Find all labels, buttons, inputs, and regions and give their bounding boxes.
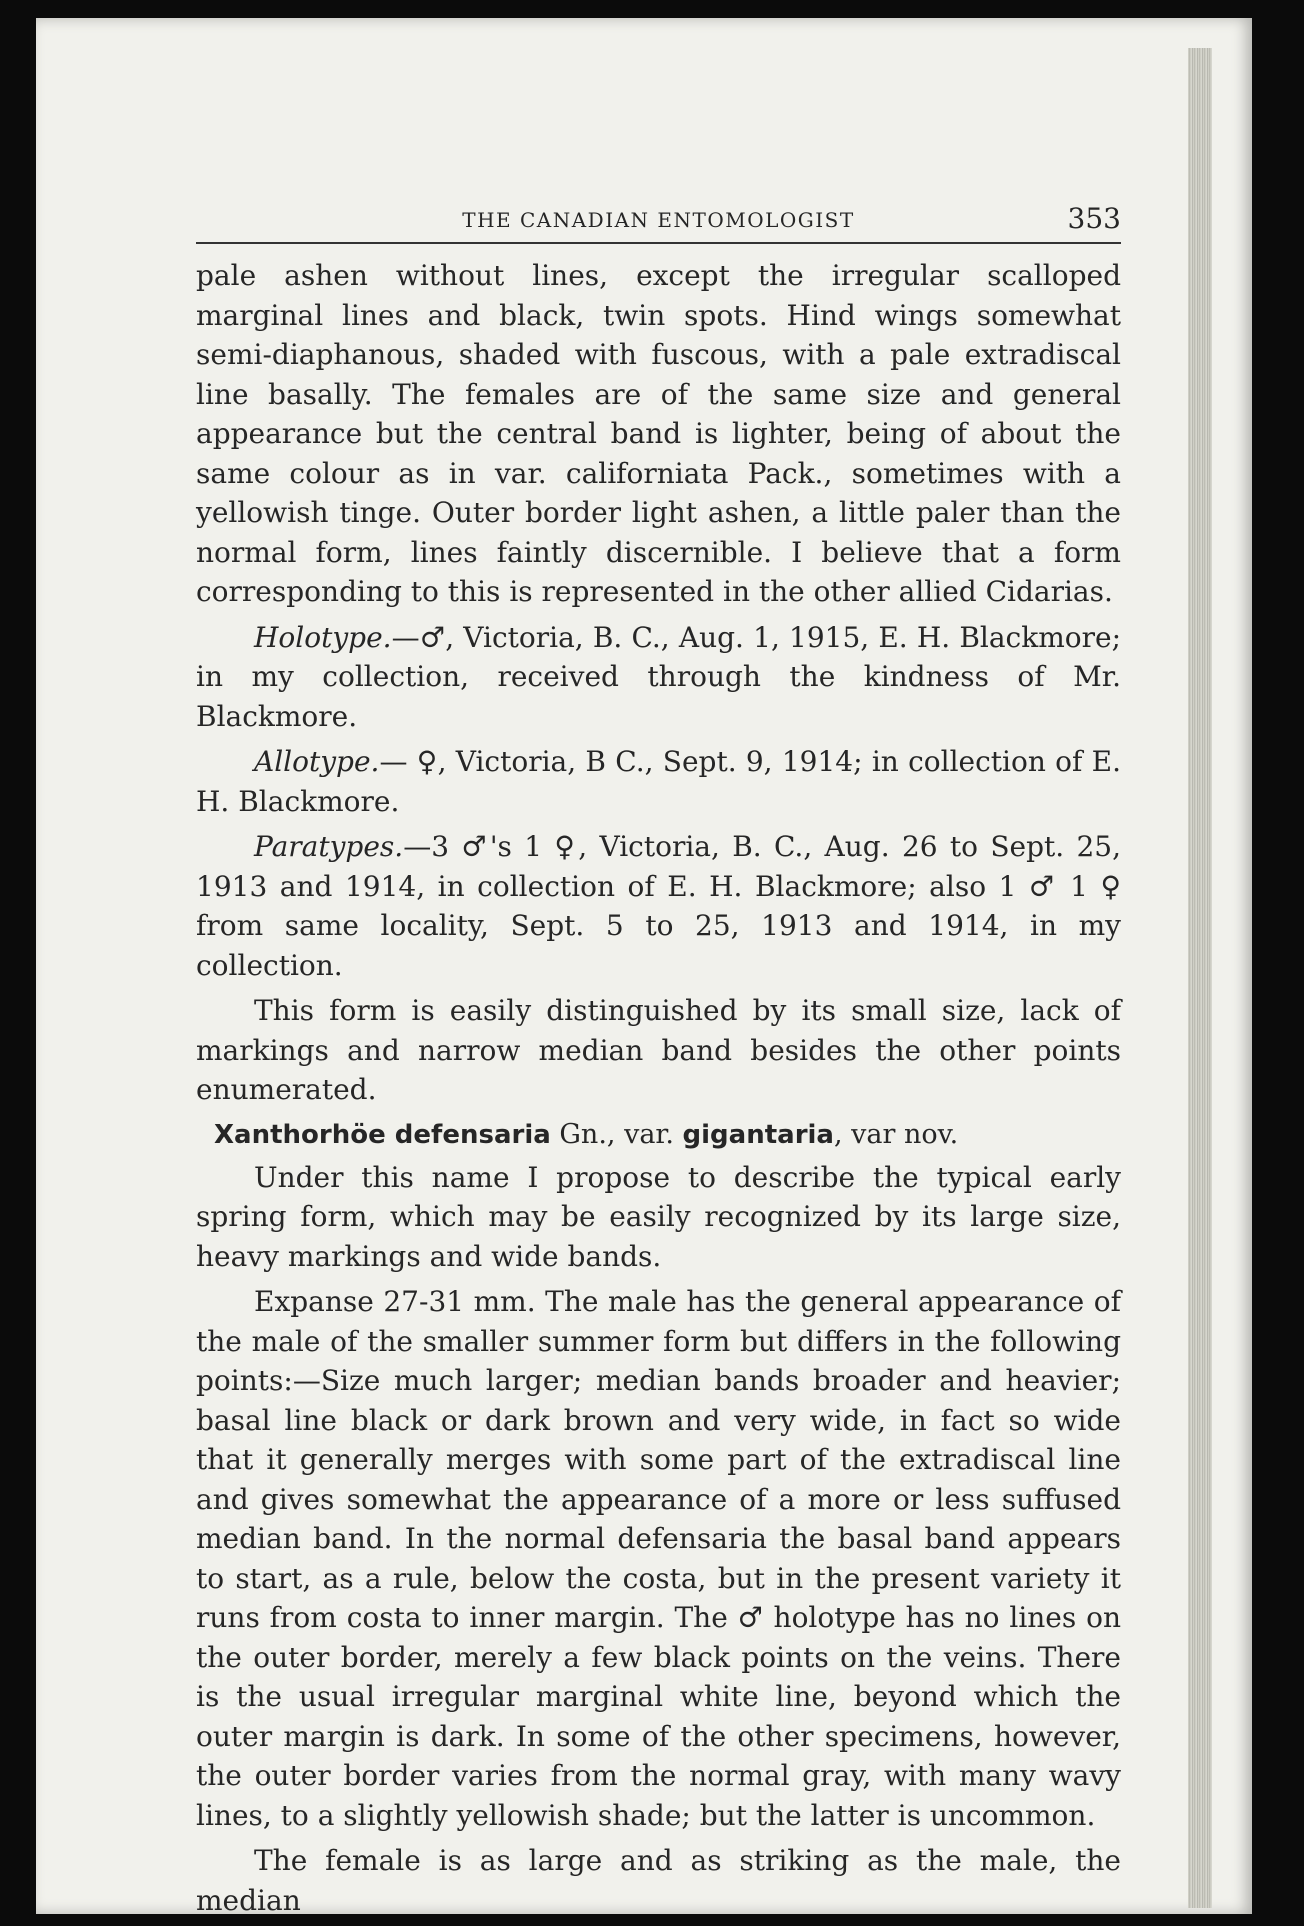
paragraph-expanse: Expanse 27-31 mm. The male has the general appearance of the male of the smaller summer form but differs in the following points:—Size much larger; median bands broader and heavier; basal line black or dark brown and very wide, in fact so wide that it generally merges with some part of the extradiscal line and gives somewhat the appearance of a more or less suffused median band. In the normal defensaria the basal band appears to start, as a rule, below the costa, but in the present variety it runs from costa to inner margin. The ♂ holotype has no lines on the outer border, merely a few black points on the veins. There is the usual irregular marginal white line, beyond which the outer margin is dark. In some of the other specimens, however, the outer border varies from the normal gray, with many wavy lines, to a slightly yellowish shade; but the latter is uncommon. [196,1285,1121,1832]
holotype-label: Holotype. [254,620,392,654]
paragraph-proposal: Under this name I propose to describe the typical early spring form, which may be easily recognized by its large size, heavy markings and wide bands. [196,1160,1121,1273]
running-head [196,198,1121,244]
page-content [196,198,1121,1926]
paratypes-label: Paratypes. [254,830,404,863]
page-stack-edge [1188,48,1212,1908]
allotype-text: — ♀, Victoria, B C., Sept. 9, 1914; in collection of E. H. Blackmore. [196,745,1121,818]
variety-nov: , var nov. [833,1118,959,1150]
running-title: THE CANADIAN ENTOMOLOGIST [462,208,855,232]
paragraph-description: pale ashen without lines, except the irregular scalloped marginal lines and black, twin spots. Hind wings somewhat semi-diaphanous, shaded with fuscous, with a pale extradiscal line basally. The females are of the same size and general appearance but the central band is lighter, being of about the same colour as in var. californiata Pack., sometimes with a yellowish tinge. Outer border light ashen, a little paler than the normal form, lines faintly discernible. I believe that a form corresponding to this is represented in the other allied Cidarias. [196,259,1121,608]
paratypes-text: —3 ♂'s 1 ♀, Victoria, B. C., Aug. 26 to Sept. 25, 1913 and 1914, in collection of E. H. Blackmore; also 1 ♂ 1 ♀ from same locality, Sept. 5 to 25, 1913 and 1914, in my collection. [196,830,1121,982]
paragraph-female: The female is as large and as striking as the male, the median [196,1844,1121,1917]
variety-name: gigantaria [682,1119,834,1150]
paragraph-paratypes [196,827,1121,985]
paragraph-allotype [196,742,1121,821]
page-number: 353 [1067,202,1121,235]
body-text [196,256,1121,1920]
paragraph-distinguished: This form is easily distinguished by its small size, lack of markings and narrow median band besides the other points enumerated. [196,994,1121,1106]
holotype-text: —♂, Victoria, B. C., Aug. 1, 1915, E. H. Blackmore; in my collection, received through the kindness of Mr. Blackmore. [196,620,1121,733]
species-name: Xanthorhöe defensaria [214,1119,551,1150]
paragraph-holotype [196,618,1121,737]
allotype-label: Allotype. [254,745,380,778]
species-heading [196,1116,1121,1154]
book-page [36,18,1252,1917]
species-author: Gn., var. [550,1118,683,1150]
